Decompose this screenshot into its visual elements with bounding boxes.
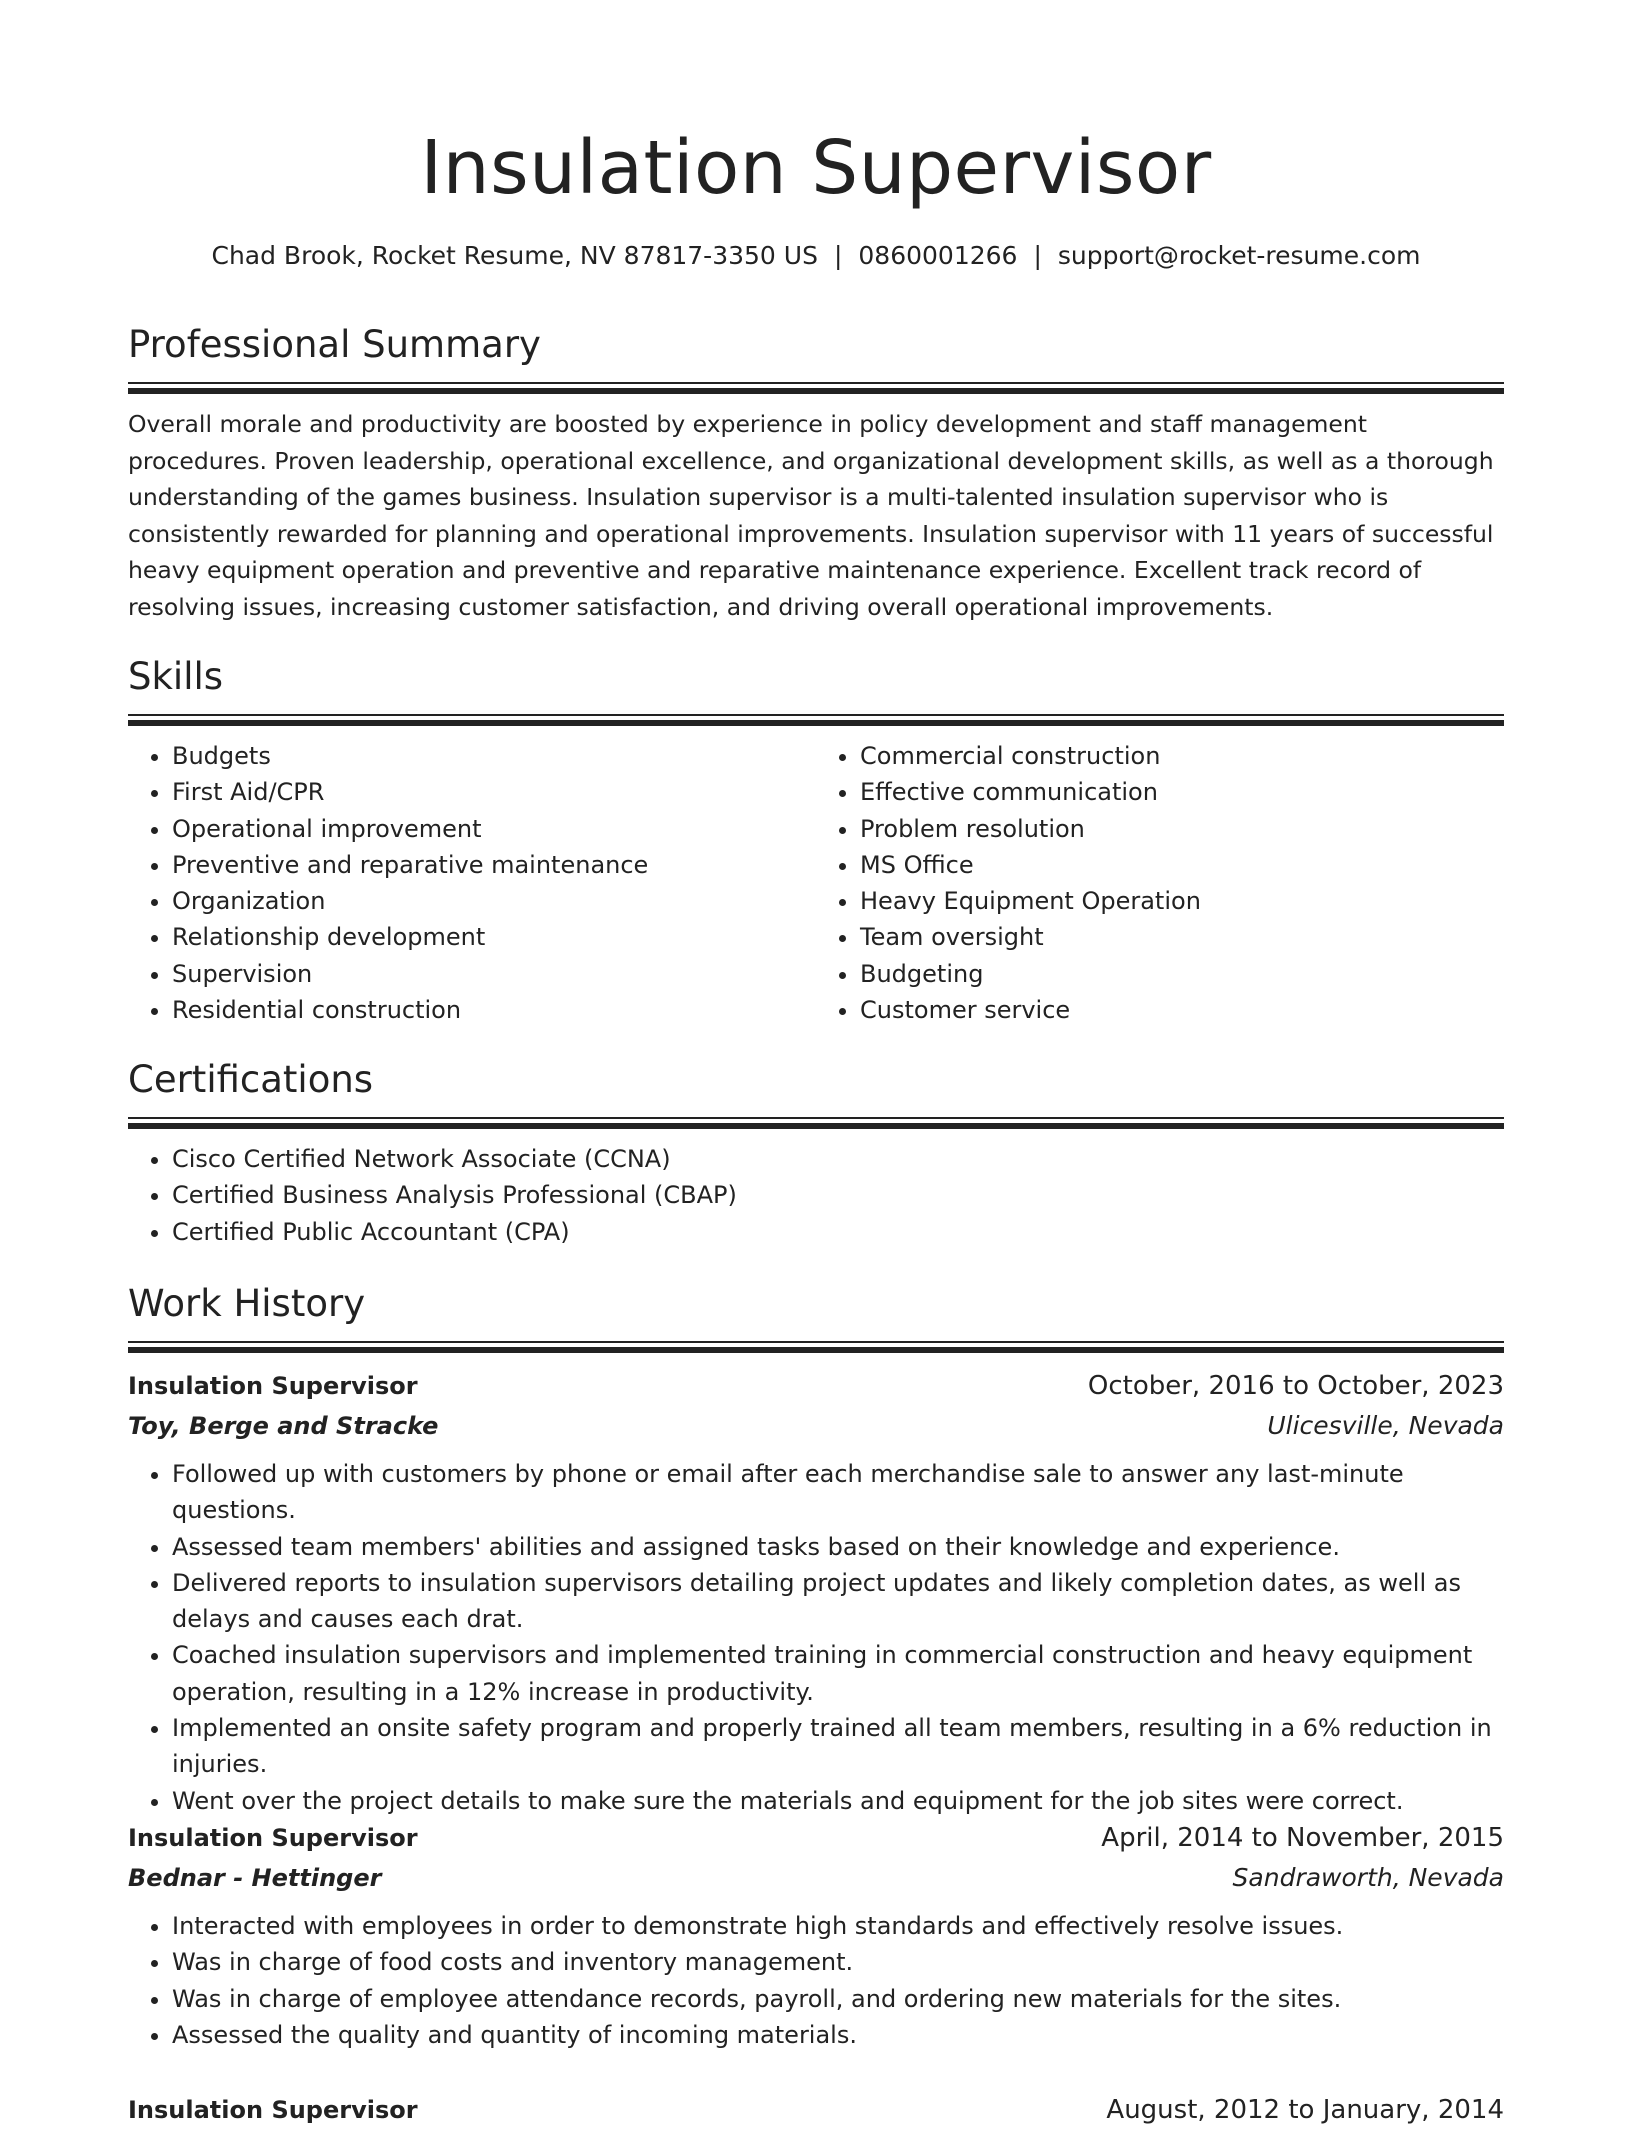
section-heading: Certifications xyxy=(128,1058,374,1101)
job-dates: August, 2012 to January, 2014 xyxy=(1106,2095,1504,2125)
skill-item: • Budgeting xyxy=(860,956,1504,992)
skills-grid xyxy=(128,738,1504,1028)
contact-address: Chad Brook, Rocket Resume, NV 87817-3350 US xyxy=(211,241,818,270)
skills-section xyxy=(128,652,1504,1028)
job-entry xyxy=(128,1366,1504,1819)
job-bullet: • Went over the project details to make sure the materials and equipment for the job sites were correct. xyxy=(172,1783,1504,1819)
contact-separator: | xyxy=(833,241,843,270)
job-entry xyxy=(128,2090,1504,2130)
skills-list-left xyxy=(128,738,816,1028)
skill-item: • Commercial construction xyxy=(860,738,1504,774)
job-bullets xyxy=(128,1908,1504,2053)
job-entry xyxy=(128,1818,1504,2053)
work-history-section xyxy=(128,1279,1504,1353)
summary-section xyxy=(128,320,1504,626)
job-company-row xyxy=(128,1858,1504,1898)
section-heading: Professional Summary xyxy=(128,323,541,366)
skill-item: • Preventive and reparative maintenance xyxy=(172,847,816,883)
job-title: Insulation Supervisor xyxy=(128,1824,418,1852)
job-location: Sandraworth, Nevada xyxy=(1232,1863,1504,1892)
skill-item: • MS Office xyxy=(860,847,1504,883)
skill-item: • Team oversight xyxy=(860,919,1504,955)
job-bullets xyxy=(128,1456,1504,1819)
job-bullet: • Assessed team members' abilities and assigned tasks based on their knowledge and experience. xyxy=(172,1529,1504,1565)
job-bullet: • Interacted with employees in order to demonstrate high standards and effectively resolve issues. xyxy=(172,1908,1504,1944)
section-divider xyxy=(128,1117,1504,1129)
job-title: Insulation Supervisor xyxy=(128,1372,418,1400)
section-divider xyxy=(128,1341,1504,1353)
section-divider xyxy=(128,382,1504,394)
job-dates: October, 2016 to October, 2023 xyxy=(1087,1371,1504,1401)
job-bullet: • Was in charge of food costs and inventory management. xyxy=(172,1944,1504,1980)
skill-item: • Budgets xyxy=(172,738,816,774)
section-heading: Work History xyxy=(128,1282,366,1325)
skill-item: • Organization xyxy=(172,883,816,919)
certification-item: • Cisco Certified Network Associate (CCNA) xyxy=(172,1141,1504,1177)
skill-item: • Residential construction xyxy=(172,992,816,1028)
resume-title: Insulation Supervisor xyxy=(420,125,1212,211)
skill-item: • Heavy Equipment Operation xyxy=(860,883,1504,919)
skill-item: • First Aid/CPR xyxy=(172,774,816,810)
job-header-row xyxy=(128,1366,1504,1406)
job-bullet: • Followed up with customers by phone or email after each merchandise sale to answer any last-minute questions. xyxy=(172,1456,1504,1529)
job-company: Toy, Berge and Stracke xyxy=(128,1412,439,1440)
skill-item: • Customer service xyxy=(860,992,1504,1028)
skill-item: • Relationship development xyxy=(172,919,816,955)
job-company: Bednar - Hettinger xyxy=(128,1864,382,1892)
contact-email: support@rocket-resume.com xyxy=(1057,241,1421,270)
job-bullet: • Implemented an onsite safety program and properly trained all team members, resulting in a 6% reduction in injuries. xyxy=(172,1710,1504,1783)
job-bullet: • Was in charge of employee attendance records, payroll, and ordering new materials for the sites. xyxy=(172,1981,1504,2017)
summary-text: Overall morale and productivity are boosted by experience in policy development and staff management procedures. Proven leadership, operational excellence, and organizational development skills, as well as a thorough understanding of the games business. Insulation supervisor is a multi-talented insulation supervisor who is consistently rewarded for planning and operational improvements. Insulation supervisor with 11 years of successful heavy equipment operation and preventive and reparative maintenance experience. Excellent track record of resolving issues, increasing customer satisfaction, and driving overall operational improvements. xyxy=(128,410,1494,621)
contact-separator: | xyxy=(1033,241,1042,270)
skill-item: • Supervision xyxy=(172,956,816,992)
certification-item: • Certified Business Analysis Professional (CBAP) xyxy=(172,1177,1504,1213)
section-divider xyxy=(128,714,1504,726)
certifications-list xyxy=(128,1141,1504,1250)
contact-line xyxy=(128,238,1504,274)
skill-item: • Effective communication xyxy=(860,774,1504,810)
skill-item: • Operational improvement xyxy=(172,811,816,847)
job-bullet: • Delivered reports to insulation supervisors detailing project updates and likely completion dates, as well as delays and causes each drat. xyxy=(172,1565,1504,1638)
section-heading: Skills xyxy=(128,655,224,698)
job-location: Ulicesville, Nevada xyxy=(1267,1411,1504,1440)
certifications-section xyxy=(128,1055,1504,1250)
job-bullet: • Coached insulation supervisors and implemented training in commercial construction and heavy equipment operation, resulting in a 12% increase in productivity. xyxy=(172,1637,1504,1710)
job-dates: April, 2014 to November, 2015 xyxy=(1101,1823,1504,1853)
skills-list-right xyxy=(816,738,1504,1028)
job-header-row xyxy=(128,2090,1504,2130)
job-header-row xyxy=(128,1818,1504,1858)
job-company-row xyxy=(128,1406,1504,1446)
certification-item: • Certified Public Accountant (CPA) xyxy=(172,1214,1504,1250)
job-bullet: • Assessed the quality and quantity of incoming materials. xyxy=(172,2017,1504,2053)
contact-phone: 0860001266 xyxy=(858,241,1018,270)
job-title: Insulation Supervisor xyxy=(128,2096,418,2124)
skill-item: • Problem resolution xyxy=(860,811,1504,847)
